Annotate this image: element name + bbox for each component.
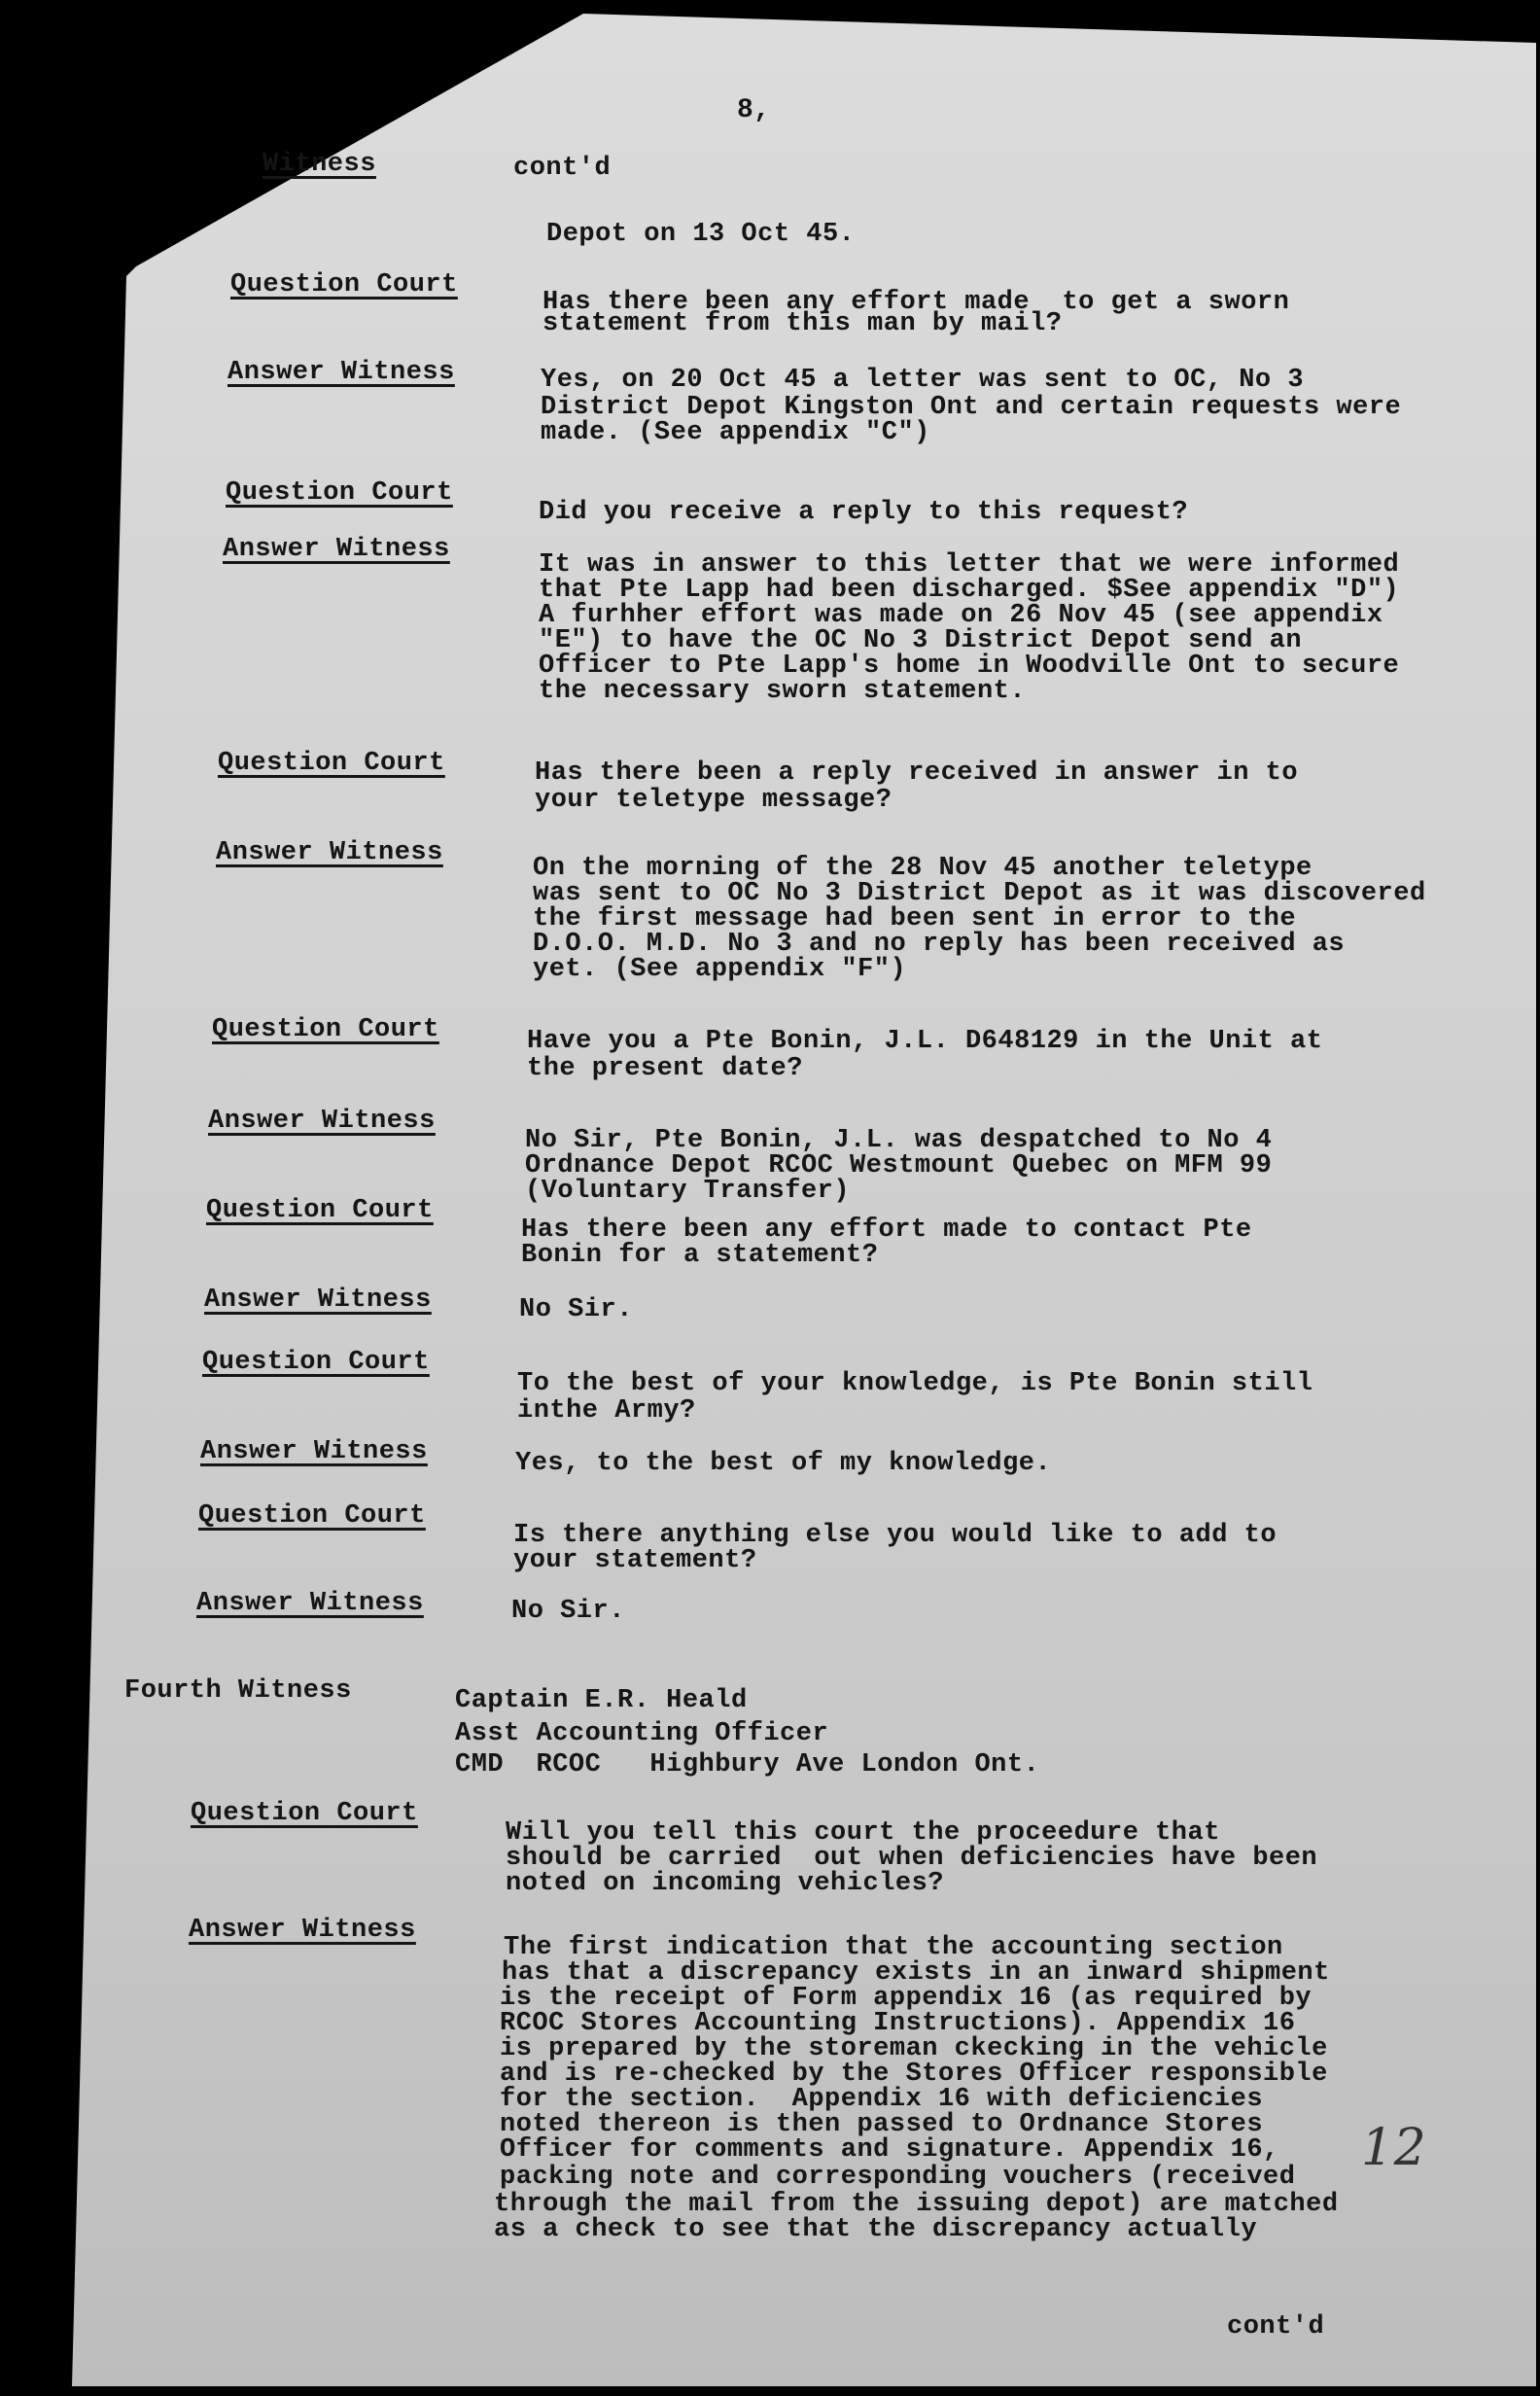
text-line: CMD RCOC Highbury Ave London Ont. bbox=[455, 1750, 1040, 1779]
answer-witness-label: Answer Witness bbox=[189, 1916, 416, 1945]
text-line: that Pte Lapp had been discharged. $See appendix "D") bbox=[539, 576, 1400, 605]
text-line: yet. (See appendix "F") bbox=[533, 955, 907, 984]
text-line: was sent to OC No 3 District Depot as it was discovered bbox=[533, 879, 1426, 908]
question-court-label: Question Court bbox=[198, 1501, 426, 1531]
text-line: Yes, on 20 Oct 45 a letter was sent to OC, No 3 bbox=[541, 366, 1305, 395]
text-line: the present date? bbox=[527, 1054, 803, 1083]
text-line: should be carried out when deficiencies have been bbox=[506, 1844, 1318, 1873]
text-line: noted on incoming vehicles? bbox=[506, 1869, 944, 1898]
text-line: your statement? bbox=[513, 1546, 757, 1575]
question-court-label: Question Court bbox=[230, 270, 458, 300]
text-line: To the best of your knowledge, is Pte Bonin still bbox=[517, 1369, 1313, 1398]
text-line: statement from this man by mail? bbox=[542, 309, 1063, 338]
page-number: 8, bbox=[737, 95, 771, 125]
text-line: for the section. Appendix 16 with deficiencies bbox=[500, 2085, 1264, 2114]
answer-witness-label: Answer Witness bbox=[208, 1107, 436, 1136]
text-line: On the morning of the 28 Nov 45 another teletype bbox=[533, 854, 1312, 883]
text-line: Has there been any effort made to contact Pte bbox=[521, 1216, 1252, 1245]
text-line: noted thereon is then passed to Ordnance Stores bbox=[500, 2110, 1264, 2139]
text-line: Yes, to the best of my knowledge. bbox=[515, 1449, 1052, 1478]
text-line: your teletype message? bbox=[535, 786, 892, 815]
question-court-label: Question Court bbox=[206, 1196, 434, 1225]
text-line: Ordnance Depot RCOC Westmount Quebec on MFM 99 bbox=[525, 1151, 1273, 1180]
question-court-label: Question Court bbox=[218, 749, 445, 778]
text-line: RCOC Stores Accounting Instructions). Appendix 16 bbox=[500, 2009, 1296, 2038]
text-line: made. (See appendix "C") bbox=[541, 418, 930, 447]
text-line: No Sir, Pte Bonin, J.L. was despatched to No 4 bbox=[525, 1126, 1273, 1155]
text-line: has that a discrepancy exists in an inward shipment bbox=[502, 1958, 1330, 1988]
question-court-label: Question Court bbox=[226, 478, 453, 508]
question-court-label: Question Court bbox=[212, 1015, 439, 1044]
continued-header: cont'd bbox=[513, 154, 612, 183]
answer-witness-label: Answer Witness bbox=[200, 1437, 428, 1466]
text-line: No Sir. bbox=[511, 1597, 625, 1626]
witness-header-label: Witness bbox=[262, 150, 376, 179]
question-court-label: Question Court bbox=[191, 1799, 418, 1828]
text-line: Have you a Pte Bonin, J.L. D648129 in the Unit at bbox=[527, 1027, 1323, 1056]
text-line: Did you receive a reply to this request? bbox=[539, 498, 1189, 527]
text-line: Bonin for a statement? bbox=[521, 1241, 879, 1270]
text-line: It was in answer to this letter that we were informed bbox=[539, 550, 1400, 580]
text-line: Has there been a reply received in answer in to bbox=[535, 758, 1299, 788]
text-line: the first message had been sent in error to the bbox=[533, 904, 1297, 934]
continued-footer: cont'd bbox=[1227, 2312, 1325, 2342]
text-line: Officer for comments and signature. Appendix 16, bbox=[500, 2135, 1279, 2165]
text-line: Depot on 13 Oct 45. bbox=[546, 220, 856, 249]
text-line: "E") to have the OC No 3 District Depot send an bbox=[539, 626, 1303, 655]
text-line: A furhher effort was made on 26 Nov 45 (see appendix bbox=[539, 601, 1383, 630]
text-line: is the receipt of Form appendix 16 (as required by bbox=[500, 1984, 1312, 2013]
text-line: Will you tell this court the proceedure that bbox=[506, 1818, 1220, 1848]
answer-witness-label: Answer Witness bbox=[204, 1286, 432, 1315]
text-line: inthe Army? bbox=[517, 1396, 696, 1426]
question-court-label: Question Court bbox=[202, 1348, 430, 1377]
text-line: the necessary sworn statement. bbox=[539, 677, 1027, 706]
fourth-witness-label: Fourth Witness bbox=[124, 1676, 352, 1706]
text-line: through the mail from the issuing depot) are matched bbox=[494, 2190, 1339, 2219]
text-line: and is re-checked by the Stores Officer responsible bbox=[500, 2060, 1328, 2089]
answer-witness-label: Answer Witness bbox=[228, 358, 455, 387]
text-line: No Sir. bbox=[519, 1295, 633, 1324]
text-line: is prepared by the storeman ckecking in the vehicle bbox=[500, 2034, 1328, 2063]
text-line: (Voluntary Transfer) bbox=[525, 1177, 851, 1206]
text-line: D.O.O. M.D. No 3 and no reply has been received as bbox=[533, 930, 1346, 959]
answer-witness-label: Answer Witness bbox=[196, 1589, 424, 1618]
text-line: Captain E.R. Heald bbox=[455, 1686, 748, 1715]
text-line: The first indication that the accounting section bbox=[504, 1933, 1283, 1962]
text-line: Officer to Pte Lapp's home in Woodville Ont to secure bbox=[539, 652, 1400, 681]
text-line: Is there anything else you would like to add to bbox=[513, 1521, 1278, 1550]
answer-witness-label: Answer Witness bbox=[216, 838, 443, 867]
text-line: packing note and corresponding vouchers (received bbox=[500, 2163, 1296, 2192]
text-line: as a check to see that the discrepancy actually bbox=[494, 2215, 1258, 2244]
text-line: Asst Accounting Officer bbox=[455, 1719, 829, 1748]
text-line: District Depot Kingston Ont and certain requests were bbox=[541, 393, 1402, 422]
answer-witness-label: Answer Witness bbox=[223, 535, 450, 564]
handwritten-page-note: 12 bbox=[1361, 2119, 1427, 2177]
text-line: Has there been any effort made to get a sworn bbox=[542, 288, 1290, 317]
